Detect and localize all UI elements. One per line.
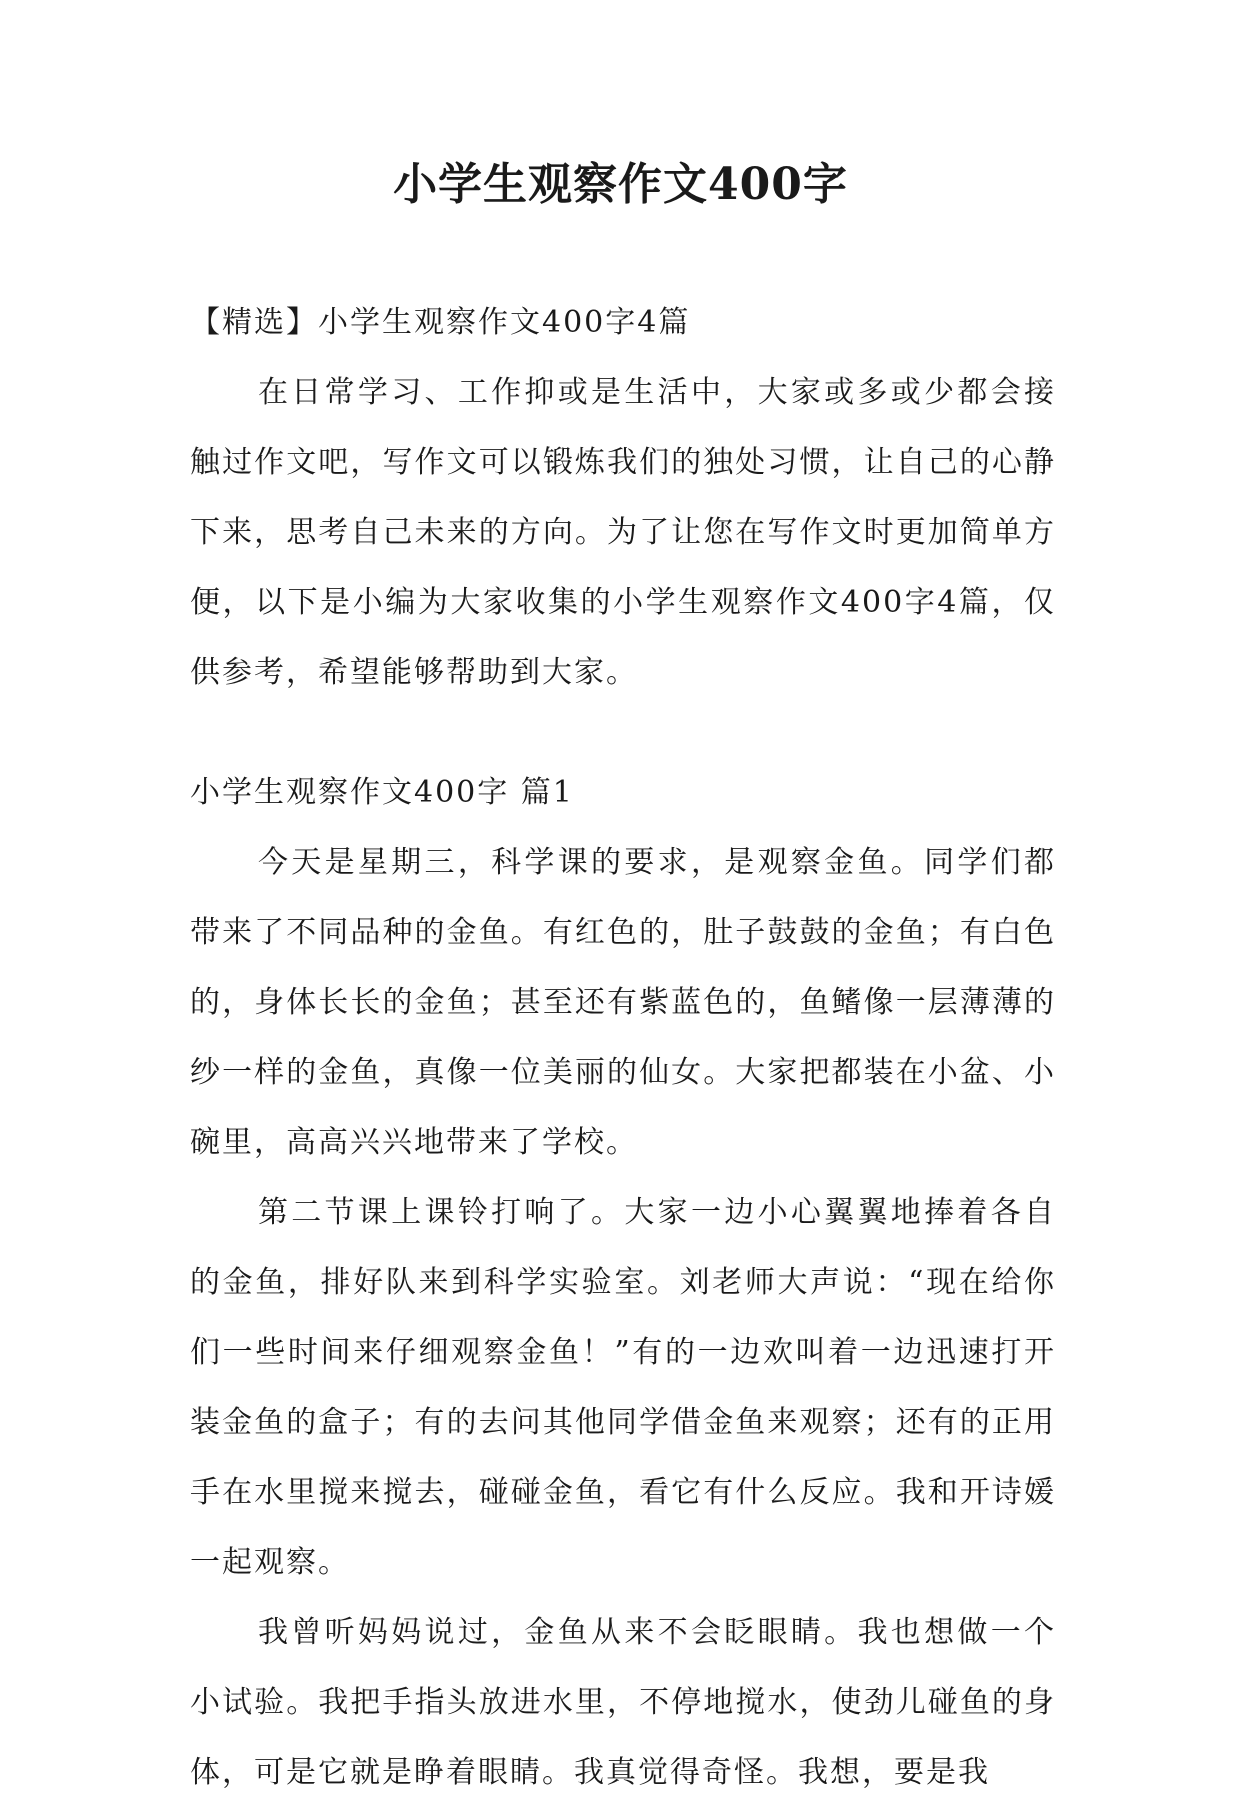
- section-spacer: [190, 708, 1056, 758]
- subtitle: 【精选】小学生观察作文400字4篇: [190, 305, 691, 340]
- body-paragraph: 第二节课上课铃打响了。大家一边小心翼翼地捧着各自的金鱼，排好队来到科学实验室。刘老师大声说：“现在给你们一些时间来仔细观察金鱼！”有的一边欢叫着一边迅速打开装金鱼的盒子；有的去问其他同学借金鱼来观察；还有的正用手在水里搅来搅去，碰碰金鱼，看它有什么反应。我和开诗媛一起观察。: [190, 1195, 1056, 1580]
- body-paragraph: 今天是星期三，科学课的要求，是观察金鱼。同学们都带来了不同品种的金鱼。有红色的，肚子鼓鼓的金鱼；有白色的，身体长长的金鱼；甚至还有紫蓝色的，鱼鳍像一层薄薄的纱一样的金鱼，真像一位美丽的仙女。大家把都装在小盆、小碗里，高高兴兴地带来了学校。: [190, 845, 1056, 1160]
- page-title: 小学生观察作文400字: [393, 159, 848, 210]
- body-paragraph: 我曾听妈妈说过，金鱼从来不会眨眼睛。我也想做一个小试验。我把手指头放进水里，不停地搅水，使劲儿碰鱼的身体，可是它就是睁着眼睛。我真觉得奇怪。我想，要是我: [190, 1615, 1056, 1790]
- document-body: [190, 288, 1056, 1808]
- section-heading: 小学生观察作文400字 篇1: [190, 775, 574, 810]
- intro-paragraph: 在日常学习、工作抑或是生活中，大家或多或少都会接触过作文吧，写作文可以锻炼我们的独处习惯，让自己的心静下来，思考自己未来的方向。为了让您在写作文时更加简单方便，以下是小编为大家收集的小学生观察作文400字4篇，仅供参考，希望能够帮助到大家。: [190, 375, 1056, 690]
